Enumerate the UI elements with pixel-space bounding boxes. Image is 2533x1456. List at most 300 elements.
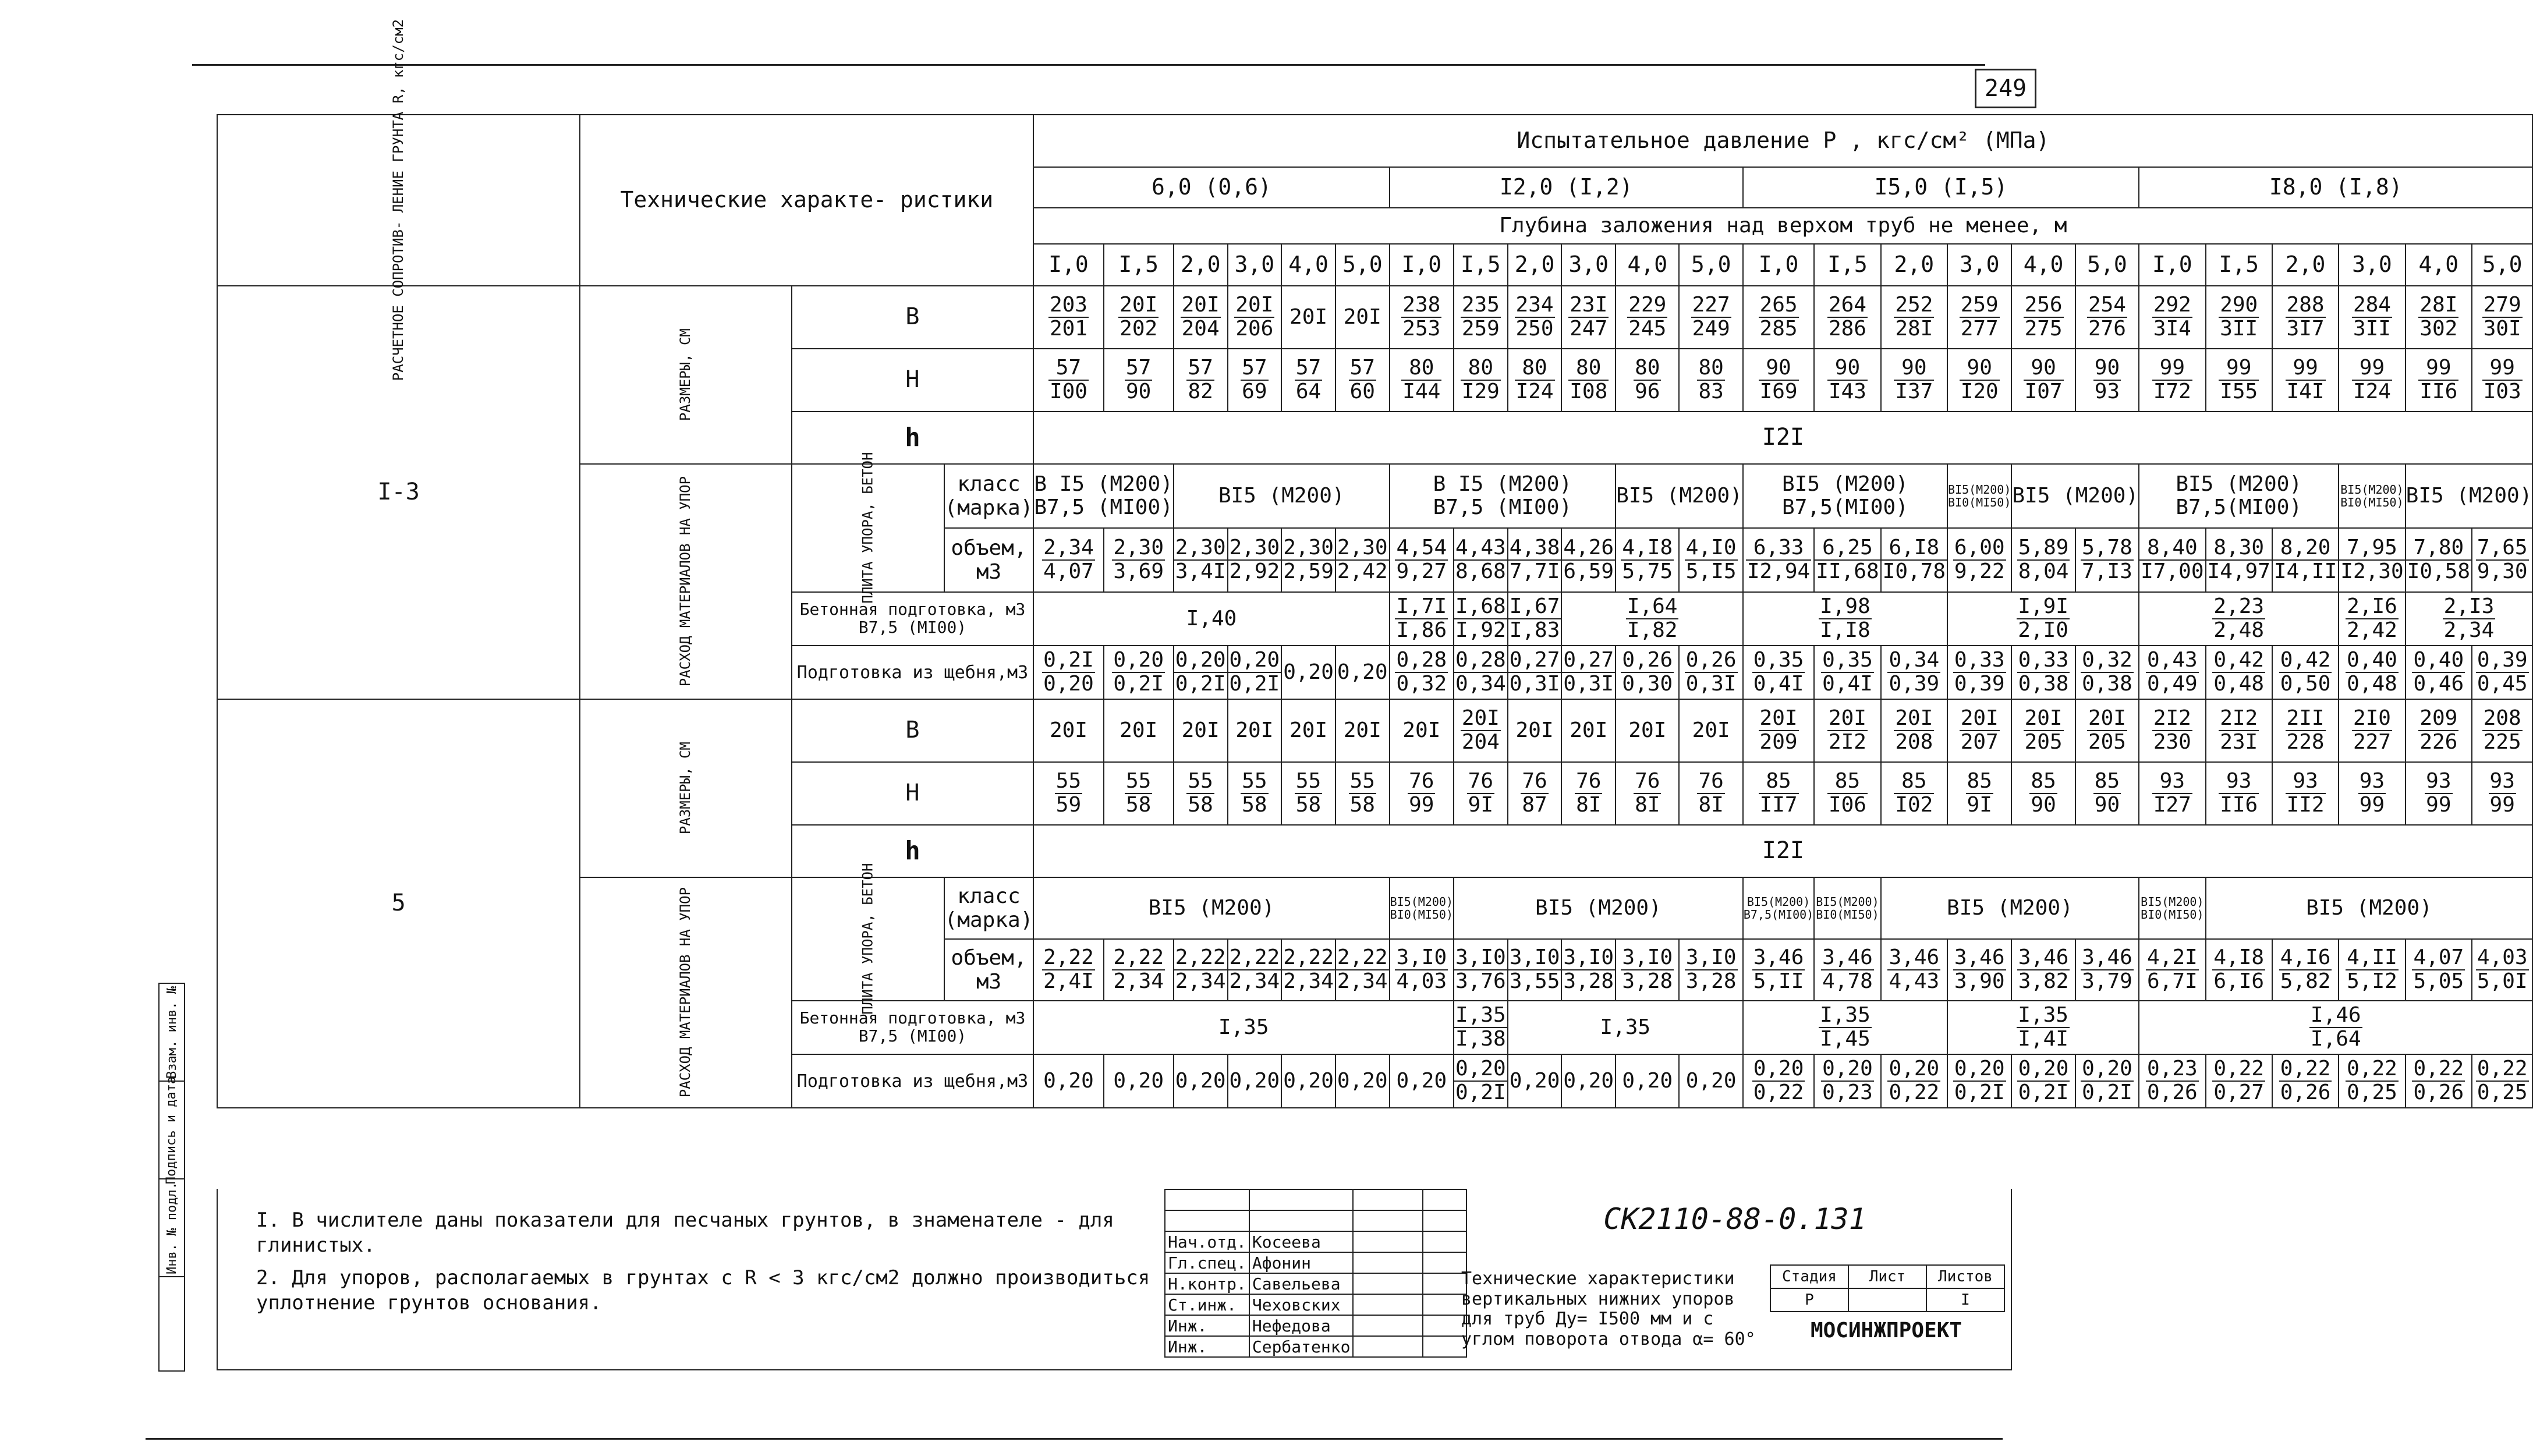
numerator: 2,22 xyxy=(1175,945,1226,970)
fraction xyxy=(1827,770,1868,817)
numerator: 6,25 xyxy=(1815,537,1880,561)
gravel-value xyxy=(1104,646,1174,699)
fraction xyxy=(1894,294,1934,341)
fraction xyxy=(1461,294,1501,341)
denominator: 0,49 xyxy=(2146,672,2198,696)
numerator: 3,46 xyxy=(1753,945,1804,970)
denominator: I,92 xyxy=(1455,618,1506,642)
volume-value xyxy=(1390,528,1454,592)
fraction xyxy=(2017,537,2070,583)
top-rule xyxy=(192,64,1985,66)
numerator: 20I xyxy=(1461,706,1500,731)
denominator: 0,22 xyxy=(1753,1081,1804,1104)
label-gravel-prep: Подготовка из щебня,м3 xyxy=(792,646,1034,699)
fraction xyxy=(1228,947,1281,993)
class-value: BI5(M200) BI0(MI50) xyxy=(2339,464,2405,528)
numerator: 8,20 xyxy=(2273,537,2338,561)
numerator: 3,46 xyxy=(2018,945,2069,970)
denominator: 9,22 xyxy=(1954,559,2005,583)
denominator: I37 xyxy=(1895,380,1933,403)
volume-value xyxy=(2011,939,2075,1001)
b-value xyxy=(2011,699,2075,762)
concrete-prep-value xyxy=(1561,592,1742,646)
h-value xyxy=(2339,349,2405,412)
b-value xyxy=(1033,286,1103,349)
numerator: 2,30 xyxy=(1229,536,1280,560)
cell-value: 20I xyxy=(1570,718,1608,742)
fraction xyxy=(1562,537,1615,583)
fraction xyxy=(1112,649,1165,696)
volume-value xyxy=(1335,528,1390,592)
fraction xyxy=(2286,294,2326,341)
denominator: 0,46 xyxy=(2413,672,2464,696)
h-value xyxy=(1390,349,1454,412)
fraction xyxy=(2219,770,2259,817)
b-value xyxy=(1390,286,1454,349)
denominator: 90 xyxy=(1126,380,1152,403)
fraction xyxy=(2017,1004,2070,1051)
denominator: I,86 xyxy=(1396,618,1447,642)
fraction xyxy=(1819,596,1872,642)
numerator: I,98 xyxy=(1820,594,1870,619)
gravel-value xyxy=(1390,1054,1454,1108)
numerator: 252 xyxy=(1895,293,1933,317)
numerator: 8,30 xyxy=(2206,537,2272,561)
denominator: 0,26 xyxy=(2413,1081,2464,1104)
left-stamp-strip xyxy=(158,983,185,1372)
cell-value: 0,20 xyxy=(1563,1068,1614,1093)
numerator: 284 xyxy=(2353,293,2391,317)
h-value xyxy=(1947,349,2011,412)
stamp-role: Инж. xyxy=(1165,1336,1249,1357)
denominator: I00 xyxy=(1049,380,1087,403)
volume-value xyxy=(1881,528,1947,592)
fraction xyxy=(1508,596,1561,642)
fraction xyxy=(1821,649,1874,696)
label-gravel-prep: Подготовка из щебня,м3 xyxy=(792,1054,1034,1108)
numerator: 57 xyxy=(1295,356,1322,380)
fraction xyxy=(1827,357,1868,403)
denominator: 0,4I xyxy=(1753,672,1804,696)
denominator: 0,30 xyxy=(1622,672,1673,696)
numerator: 20I xyxy=(1235,293,1274,317)
sheet-value xyxy=(1848,1288,1926,1312)
numerator: 6,00 xyxy=(1954,536,2005,560)
numerator: 2,22 xyxy=(1337,945,1388,970)
denominator: 7,I3 xyxy=(2082,559,2132,583)
sheet-label: Лист xyxy=(1848,1265,1926,1288)
note-1: I. В числителе даны показатели для песчаных грунтов, в знаменателе - для глинистых. xyxy=(256,1209,1114,1257)
cell-value: I,40 xyxy=(1186,606,1237,630)
fraction xyxy=(1759,357,1799,403)
depth-value: 5,0 xyxy=(1335,244,1390,286)
denominator: 3,79 xyxy=(2082,969,2132,993)
fraction xyxy=(1887,947,1940,993)
fraction xyxy=(1461,357,1501,403)
fraction xyxy=(2418,357,2458,403)
denominator: 0,2I xyxy=(1113,672,1164,696)
denominator: 2,34 xyxy=(1337,969,1388,993)
soil-resistance: 5 xyxy=(217,699,580,1108)
denominator: 204 xyxy=(1181,317,1220,341)
h-value xyxy=(1033,762,1103,825)
fraction xyxy=(1575,770,1602,817)
denominator: 227 xyxy=(2353,730,2391,754)
fraction xyxy=(1508,649,1561,696)
numerator: 234 xyxy=(1515,293,1554,317)
volume-value xyxy=(1228,528,1282,592)
numerator: 93 xyxy=(2219,770,2259,794)
fraction xyxy=(2017,947,2070,993)
numerator: 0,35 xyxy=(1753,648,1804,672)
gravel-value xyxy=(1679,1054,1742,1108)
fraction xyxy=(1118,294,1159,341)
fraction xyxy=(2206,537,2272,583)
numerator: 3,I0 xyxy=(1509,945,1560,970)
fraction xyxy=(1042,649,1095,696)
numerator: 55 xyxy=(1349,769,1375,793)
denominator: 2,92 xyxy=(1229,559,1280,583)
denominator: I06 xyxy=(1828,793,1866,817)
fraction xyxy=(2352,294,2392,341)
depth-value: 3,0 xyxy=(1947,244,2011,286)
gravel-value xyxy=(2075,646,2139,699)
denominator: 0,45 xyxy=(2477,672,2528,696)
stamp-role: Н.контр. xyxy=(1165,1273,1249,1294)
denominator: 286 xyxy=(1828,317,1866,341)
class-value: B I5 (M200) B7,5 (MI00) xyxy=(1390,464,1616,528)
numerator: 99 xyxy=(2152,357,2192,381)
numerator: 2,I3 xyxy=(2443,594,2495,619)
numerator: 4,03 xyxy=(2477,945,2528,970)
fraction xyxy=(1125,770,1152,817)
h-value xyxy=(2272,762,2339,825)
numerator: 0,42 xyxy=(2280,648,2331,672)
numerator: I,9I xyxy=(2018,594,2068,619)
volume-value xyxy=(1743,528,1814,592)
b-value xyxy=(2075,699,2139,762)
b-value xyxy=(1679,699,1742,762)
denominator: 2,42 xyxy=(2347,618,2397,642)
fraction xyxy=(1048,357,1089,403)
gravel-value xyxy=(1616,1054,1679,1108)
denominator: 2,48 xyxy=(2213,618,2265,642)
label-b: B xyxy=(792,699,1034,762)
numerator: 57 xyxy=(1188,356,1213,380)
denominator: 285 xyxy=(1759,317,1798,341)
fraction xyxy=(2152,770,2192,817)
fraction xyxy=(2273,537,2338,583)
concrete-prep-value xyxy=(1508,1001,1743,1054)
depth-value: I,5 xyxy=(1814,244,1880,286)
volume-value xyxy=(2406,528,2472,592)
volume-value xyxy=(1104,528,1174,592)
denominator: 0,2I xyxy=(1175,672,1226,696)
numerator: 99 xyxy=(2482,357,2523,381)
label-concrete-prep: Бетонная подготовка, м3 B7,5 (MI00) xyxy=(792,1001,1034,1054)
numerator: 0,28 xyxy=(1396,648,1447,672)
b-value xyxy=(2075,286,2139,349)
numerator: I,46 xyxy=(2310,1003,2361,1028)
strip-cell: Подпись и дата xyxy=(160,1082,184,1179)
class-value: BI5 (M200) xyxy=(1454,877,1743,939)
h-value xyxy=(2011,762,2075,825)
denominator: 2,34 xyxy=(1283,969,1334,993)
numerator: I,68 xyxy=(1455,594,1506,619)
denominator: 0,26 xyxy=(2280,1081,2331,1104)
fraction xyxy=(2489,770,2516,817)
numerator: 2,30 xyxy=(1283,536,1334,560)
denominator: 247 xyxy=(1570,317,1608,341)
cell-value: 20I xyxy=(1343,304,1381,329)
fraction xyxy=(2412,1058,2465,1104)
b-value xyxy=(2139,699,2205,762)
b-value xyxy=(1947,699,2011,762)
fraction xyxy=(2352,357,2392,403)
numerator: 20I xyxy=(1181,293,1220,317)
depth-value: I,0 xyxy=(1743,244,1814,286)
denominator: 87 xyxy=(1522,793,1547,817)
gravel-value xyxy=(1033,1054,1103,1108)
denominator: I,45 xyxy=(1820,1027,1870,1051)
h-value xyxy=(2339,762,2405,825)
denominator: 0,3I xyxy=(1563,672,1614,696)
numerator: 0,43 xyxy=(2146,648,2198,672)
fraction xyxy=(2476,1058,2529,1104)
fraction xyxy=(2212,1058,2265,1104)
volume-value xyxy=(2075,939,2139,1001)
denominator: 0,48 xyxy=(2213,672,2265,696)
numerator: 7,65 xyxy=(2477,536,2528,560)
b-value xyxy=(1679,286,1742,349)
gravel-value xyxy=(1454,1054,1508,1108)
numerator: 55 xyxy=(1242,769,1267,793)
fraction xyxy=(1295,770,1322,817)
denominator: 3II xyxy=(2220,317,2258,341)
stamp-role: Ст.инж. xyxy=(1165,1294,1249,1315)
concrete-prep-value xyxy=(2139,1001,2532,1054)
b-value xyxy=(1743,699,1814,762)
denominator: 58 xyxy=(1295,793,1322,817)
fraction xyxy=(1515,294,1555,341)
numerator: I,64 xyxy=(1627,594,1678,619)
class-value: BI5(M200) BI0(MI50) xyxy=(1390,877,1454,939)
numerator: 20I xyxy=(1895,706,1933,731)
numerator: 0,40 xyxy=(2347,648,2397,672)
numerator: 90 xyxy=(1894,357,1934,381)
fraction xyxy=(1228,649,1281,696)
b-value xyxy=(1104,286,1174,349)
denominator: 58 xyxy=(1349,793,1375,817)
numerator: I,67 xyxy=(1509,594,1560,619)
materials-group: РАСХОД МАТЕРИАЛОВ НА УПОР xyxy=(580,464,791,699)
numerator: 90 xyxy=(1827,357,1868,381)
numerator: 2,22 xyxy=(1283,945,1334,970)
denominator: 226 xyxy=(2419,730,2458,754)
label-class: класс (марка) xyxy=(944,464,1034,528)
h-value xyxy=(2472,349,2532,412)
cell-value: 0,20 xyxy=(1337,1068,1388,1093)
gravel-value xyxy=(1174,1054,1228,1108)
fraction xyxy=(2346,649,2399,696)
fraction xyxy=(1819,1004,1872,1051)
volume-value xyxy=(1335,939,1390,1001)
fraction xyxy=(1634,770,1661,817)
fraction xyxy=(2146,1058,2199,1104)
denominator: II,68 xyxy=(1816,559,1879,583)
b-value xyxy=(2206,286,2272,349)
fraction xyxy=(1282,537,1335,583)
b-value xyxy=(2339,286,2405,349)
numerator: 0,22 xyxy=(2413,1057,2464,1081)
denominator: 5,0I xyxy=(2477,969,2528,993)
numerator: 0,20 xyxy=(1455,1057,1506,1081)
pressure-4: I8,0 (I,8) xyxy=(2139,167,2532,208)
class-value: BI5(M200) BI0(MI50) xyxy=(1947,464,2011,528)
slab-group: ПЛИТА УПОРА, БЕТОН xyxy=(792,464,944,592)
h-value xyxy=(2406,349,2472,412)
denominator: 9,27 xyxy=(1396,559,1447,583)
fraction xyxy=(2412,947,2465,993)
denominator: 0,4I xyxy=(1822,672,1873,696)
numerator: 90 xyxy=(2094,356,2120,380)
depth-header: Глубина заложения над верхом труб не менее, м xyxy=(1033,208,2532,244)
fraction xyxy=(1685,537,1738,583)
fraction xyxy=(2346,947,2399,993)
slab-group: ПЛИТА УПОРА, БЕТОН xyxy=(792,877,944,1001)
fraction xyxy=(1759,707,1799,754)
numerator: 8,40 xyxy=(2139,537,2205,561)
denominator: I24 xyxy=(2353,380,2391,403)
denominator: 60 xyxy=(1349,380,1375,403)
strip-cell: Взам. инв. № xyxy=(160,984,184,1082)
b-value xyxy=(2139,286,2205,349)
numerator: 259 xyxy=(1960,293,1999,317)
fraction xyxy=(1395,947,1448,993)
denominator: I29 xyxy=(1461,380,1500,403)
denominator: II6 xyxy=(2220,793,2258,817)
numerator: 0,22 xyxy=(2213,1057,2265,1081)
gravel-value xyxy=(1814,1054,1880,1108)
gravel-value xyxy=(2206,646,2272,699)
document-title: Технические характеристики вертикальных нижних упоров для труб Ду= I500 мм и с углом поворота отвода α= 60° xyxy=(1461,1269,1756,1349)
denominator: 2I2 xyxy=(1828,730,1866,754)
numerator: 20I xyxy=(2088,706,2126,731)
numerator: 0,20 xyxy=(2018,1057,2069,1081)
depth-value: 4,0 xyxy=(2011,244,2075,286)
cell-value: 0,20 xyxy=(1396,1068,1447,1093)
b-value xyxy=(2472,699,2532,762)
denominator: 0,34 xyxy=(1455,672,1506,696)
denominator: 9,30 xyxy=(2477,559,2528,583)
label-h: H xyxy=(792,762,1034,825)
cell-value: 0,20 xyxy=(1175,1068,1226,1093)
fraction xyxy=(2219,357,2259,403)
numerator: 2,30 xyxy=(1175,536,1226,560)
denominator: 2,34 xyxy=(1175,969,1226,993)
gravel-value xyxy=(1228,1054,1282,1108)
label-concrete-prep: Бетонная подготовка, м3 B7,5 (MI00) xyxy=(792,592,1034,646)
stamp-person: Косеева xyxy=(1249,1231,1354,1252)
h-value xyxy=(2272,349,2339,412)
class-value: BI5 (M200) xyxy=(1033,877,1389,939)
denominator: 204 xyxy=(1461,730,1500,754)
denominator: 206 xyxy=(1235,317,1274,341)
numerator: 3,46 xyxy=(1889,945,1940,970)
numerator: 57 xyxy=(1126,356,1152,380)
numerator: 99 xyxy=(2418,357,2458,381)
denominator: 0,38 xyxy=(2082,672,2132,696)
numerator: 85 xyxy=(1759,770,1799,794)
numerator: 2,23 xyxy=(2213,594,2265,619)
b-value xyxy=(1881,286,1947,349)
numerator: 203 xyxy=(1049,293,1087,317)
numerator: 93 xyxy=(2489,769,2515,793)
depth-value: 4,0 xyxy=(1281,244,1335,286)
h-value xyxy=(1335,349,1390,412)
numerator: 80 xyxy=(1568,357,1609,381)
resistance-header: РАСЧЕТНОЕ СОПРОТИВ- ЛЕНИЕ ГРУНТА R, кгс/см2 xyxy=(217,115,580,286)
volume-value xyxy=(2472,528,2532,592)
gravel-value xyxy=(1561,1054,1616,1108)
cell-value: 20I xyxy=(1343,718,1381,742)
fraction xyxy=(2212,947,2265,993)
tech-header: Технические характе- ристики xyxy=(580,115,1033,286)
concrete-prep-value xyxy=(1454,592,1508,646)
volume-value xyxy=(1174,939,1228,1001)
stamp-person: Нефедова xyxy=(1249,1315,1354,1336)
denominator: 23I xyxy=(2220,730,2258,754)
fraction xyxy=(1685,649,1738,696)
denominator: 2,34 xyxy=(1113,969,1164,993)
numerator: 3,I0 xyxy=(1622,945,1673,970)
gravel-value xyxy=(1228,646,1282,699)
denominator: 208 xyxy=(1895,730,1933,754)
numerator: 80 xyxy=(1461,357,1501,381)
sheets-value: I xyxy=(1926,1288,2004,1312)
h-small-value: I2I xyxy=(1033,412,2532,464)
denominator: II6 xyxy=(2419,380,2458,403)
numerator: 85 xyxy=(1827,770,1868,794)
numerator: 0,20 xyxy=(1822,1057,1873,1081)
b-value xyxy=(1561,699,1616,762)
concrete-prep-value xyxy=(1947,592,2139,646)
denominator: 59 xyxy=(1055,793,1082,817)
fraction xyxy=(1697,357,1724,403)
b-value xyxy=(1174,286,1228,349)
denominator: 69 xyxy=(1242,380,1267,403)
gravel-value xyxy=(1033,646,1103,699)
cell-value: 0,20 xyxy=(1337,660,1388,684)
fraction xyxy=(1815,537,1880,583)
h-value xyxy=(1881,762,1947,825)
denominator: I72 xyxy=(2153,380,2191,403)
denominator: I,I8 xyxy=(1820,618,1870,642)
fraction xyxy=(1241,357,1268,403)
note-2: 2. Для упоров, располагаемых в грунтах с R < 3 кгс/см2 должно производиться уплотнение грунтов основания. xyxy=(256,1266,1150,1315)
numerator: 55 xyxy=(1295,769,1322,793)
volume-value xyxy=(1508,528,1562,592)
b-value xyxy=(1454,699,1508,762)
denominator: 8I xyxy=(1698,793,1724,817)
cell-value: 20I xyxy=(1628,718,1667,742)
numerator: 3,46 xyxy=(1822,945,1873,970)
fraction xyxy=(1454,1004,1507,1051)
pressure-1: 6,0 (0,6) xyxy=(1033,167,1389,208)
document-code: CK2110-88-0.131 xyxy=(1603,1202,1866,1236)
numerator: 3,46 xyxy=(1954,945,2005,970)
h-value xyxy=(1679,349,1742,412)
